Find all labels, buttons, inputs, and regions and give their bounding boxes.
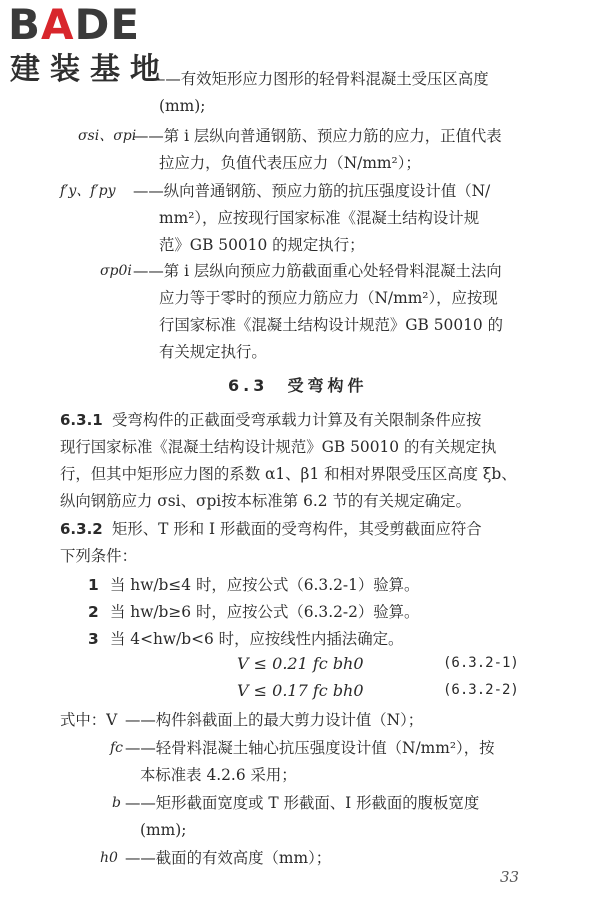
def-line: ——矩形截面宽度或 T 形截面、I 形截面的腹板宽度 bbox=[125, 794, 480, 812]
def-symbol: 式中：V bbox=[60, 711, 118, 729]
def-line: 行国家标准《混凝土结构设计规范》GB 50010 的 bbox=[159, 316, 503, 334]
clause-number: 6.3.2 bbox=[60, 520, 103, 538]
item-text: 当 hw/b≤4 时，应按公式（6.3.2-1）验算。 bbox=[110, 576, 420, 594]
clause-number: 6.3.1 bbox=[60, 411, 103, 429]
formula: V ≤ 0.17 fc bh0 bbox=[237, 681, 364, 700]
def-line: (mm); bbox=[159, 97, 206, 115]
page-number: 33 bbox=[500, 868, 520, 886]
def-symbol: σsi、σpi bbox=[78, 128, 137, 144]
clause-line: 矩形、T 形和 I 形截面的受弯构件，其受剪截面应符合 bbox=[112, 520, 482, 538]
clause-line: 现行国家标准《混凝土结构设计规范》GB 50010 的有关规定执 bbox=[60, 438, 497, 456]
bade-logo-chinese: 建装基地 bbox=[10, 52, 170, 87]
clause-line: 纵向钢筋应力 σsi、σpi按本标准第 6.2 节的有关规定确定。 bbox=[60, 492, 471, 510]
def-symbol: f′y、f′py bbox=[60, 183, 116, 199]
def-line: (mm); bbox=[140, 821, 187, 839]
equation-number: (6.3.2-2) bbox=[443, 682, 519, 698]
clause-line: 受弯构件的正截面受弯承载力计算及有关限制条件应按 bbox=[112, 411, 482, 429]
def-line: 范》GB 50010 的规定执行； bbox=[159, 236, 365, 254]
def-line: mm²），应按现行国家标准《混凝土结构设计规 bbox=[159, 209, 480, 227]
def-line: 拉应力，负值代表压应力（N/mm²）； bbox=[159, 154, 421, 172]
bade-logo: BADE bbox=[8, 0, 141, 49]
clause-line: 下列条件： bbox=[60, 547, 137, 565]
item-number: 2 bbox=[88, 603, 99, 621]
item-text: 当 hw/b≥6 时，应按公式（6.3.2-2）验算。 bbox=[110, 603, 420, 621]
def-line: ——轻骨料混凝土轴心抗压强度设计值（N/mm²），按 bbox=[125, 739, 495, 757]
def-line: ——构件斜截面上的最大剪力设计值（N）； bbox=[125, 711, 424, 729]
def-line: ——截面的有效高度（mm）； bbox=[125, 849, 332, 867]
def-line: ——第 i 层纵向普通钢筋、预应力筋的应力，正值代表 bbox=[133, 127, 502, 145]
equation-number: (6.3.2-1) bbox=[443, 655, 519, 671]
item-text: 当 4<hw/b<6 时，应按线性内插法确定。 bbox=[110, 630, 404, 648]
section-title: 6.3 受弯构件 bbox=[228, 376, 368, 395]
def-symbol: h0 bbox=[100, 850, 118, 866]
def-line: 本标准表 4.2.6 采用； bbox=[140, 766, 297, 784]
def-line: 应力等于零时的预应力筋应力（N/mm²），应按现 bbox=[159, 289, 498, 307]
def-symbol: σp0i bbox=[100, 263, 132, 279]
def-symbol: b bbox=[112, 795, 121, 811]
item-number: 3 bbox=[88, 630, 99, 648]
def-line: 有关规定执行。 bbox=[159, 343, 267, 361]
def-line: ——第 i 层纵向预应力筋截面重心处轻骨料混凝土法向 bbox=[133, 262, 502, 280]
item-number: 1 bbox=[88, 576, 99, 594]
def-line: ——有效矩形应力图形的轻骨料混凝土受压区高度 bbox=[150, 70, 489, 88]
def-line: ——纵向普通钢筋、预应力筋的抗压强度设计值（N/ bbox=[133, 182, 491, 200]
clause-line: 行，但其中矩形应力图的系数 α1、β1 和相对界限受压区高度 ξb、 bbox=[60, 465, 517, 483]
formula: V ≤ 0.21 fc bh0 bbox=[237, 654, 364, 673]
def-symbol: fc bbox=[110, 740, 124, 756]
